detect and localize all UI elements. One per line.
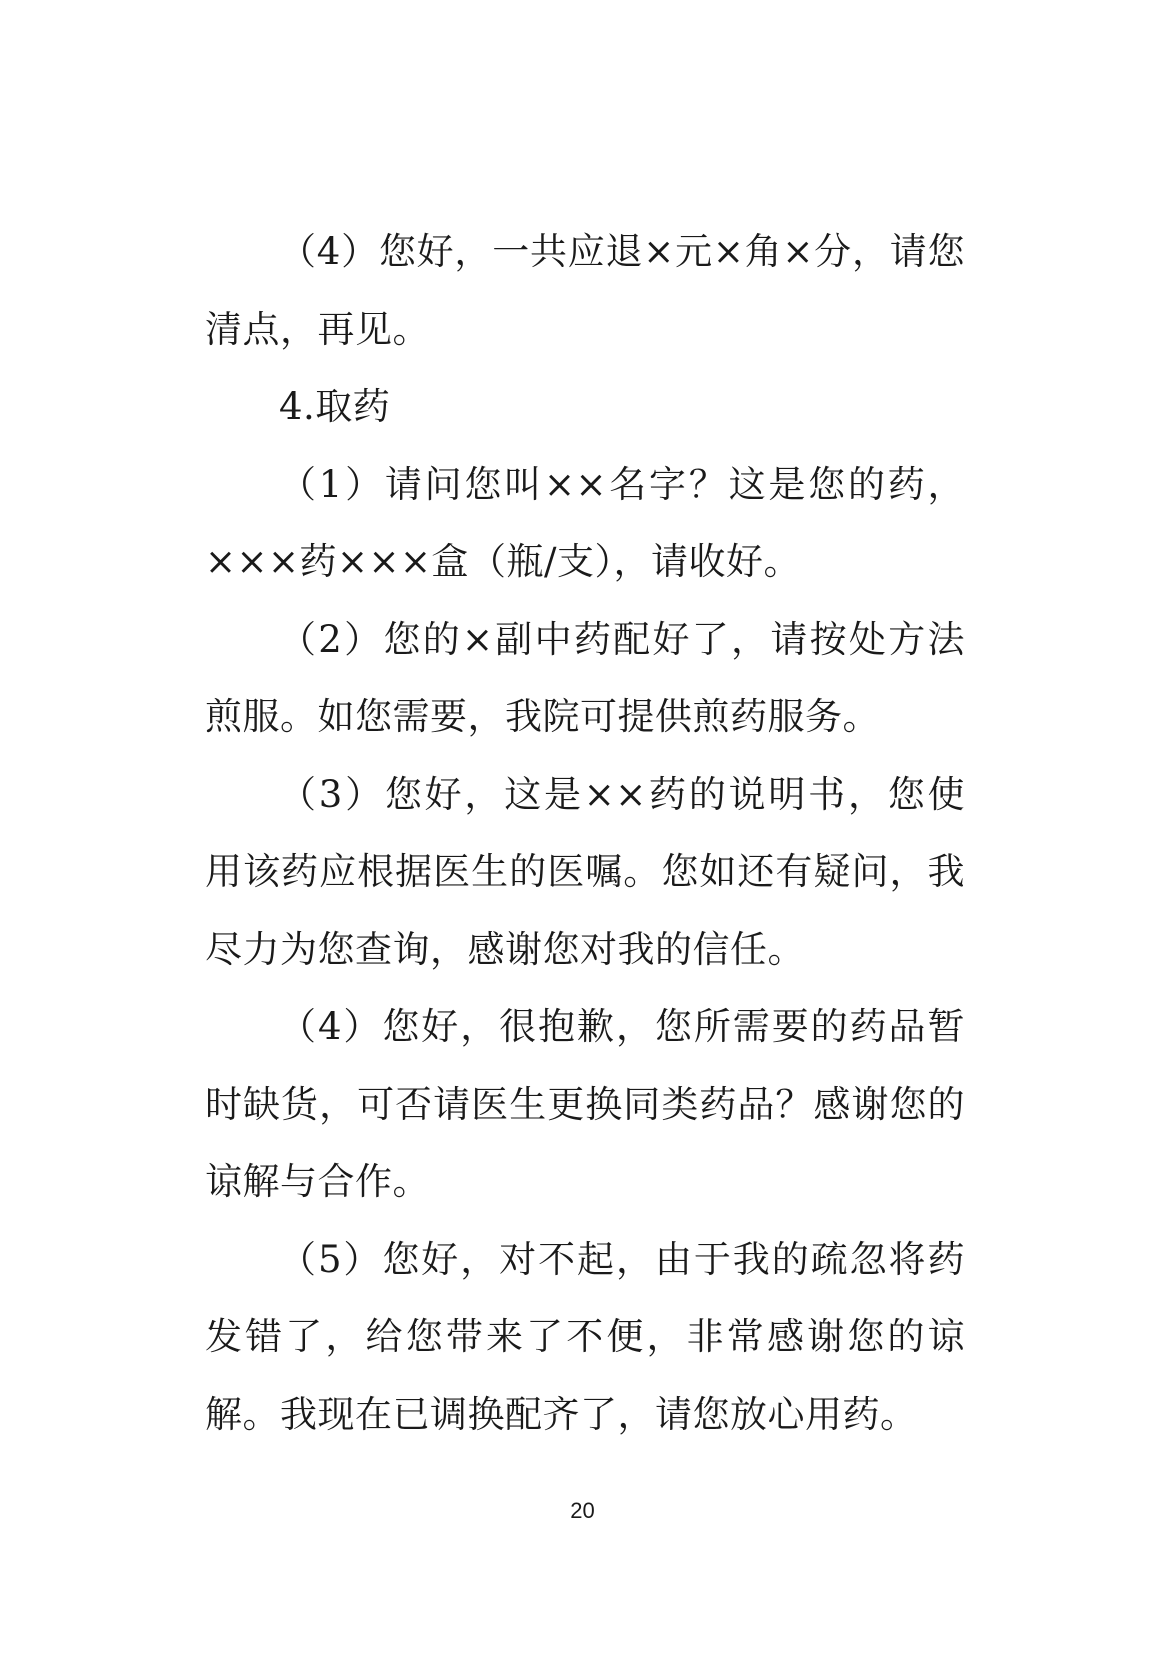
section-heading-take-medicine: 4.取药 [279,385,391,428]
paragraph-take-medicine-1: （1）请问您叫××名字？这是您的药，×××药×××盒（瓶/支），请收好。 [205,462,965,583]
paragraph-take-medicine-3: （3）您好，这是××药的说明书，您使用该药应根据医生的医嘱。您如还有疑问，我尽力为您查询，感谢您对我的信任。 [205,772,965,971]
paragraph-take-medicine-2: （2）您的×副中药配好了，请按处方法煎服。如您需要，我院可提供煎药服务。 [205,617,965,738]
document-body [205,213,965,1453]
paragraph-take-medicine-4: （4）您好，很抱歉，您所需要的药品暂时缺货，可否请医生更换同类药品？感谢您的谅解与合作。 [205,1005,965,1203]
paragraph-take-medicine-5: （5）您好，对不起，由于我的疏忽将药发错了，给您带来了不便，非常感谢您的谅解。我现在已调换配齐了，请您放心用药。 [205,1237,965,1436]
paragraph-refund-4: （4）您好，一共应退×元×角×分，请您清点，再见。 [205,230,965,351]
page-number: 20 [570,1498,595,1523]
